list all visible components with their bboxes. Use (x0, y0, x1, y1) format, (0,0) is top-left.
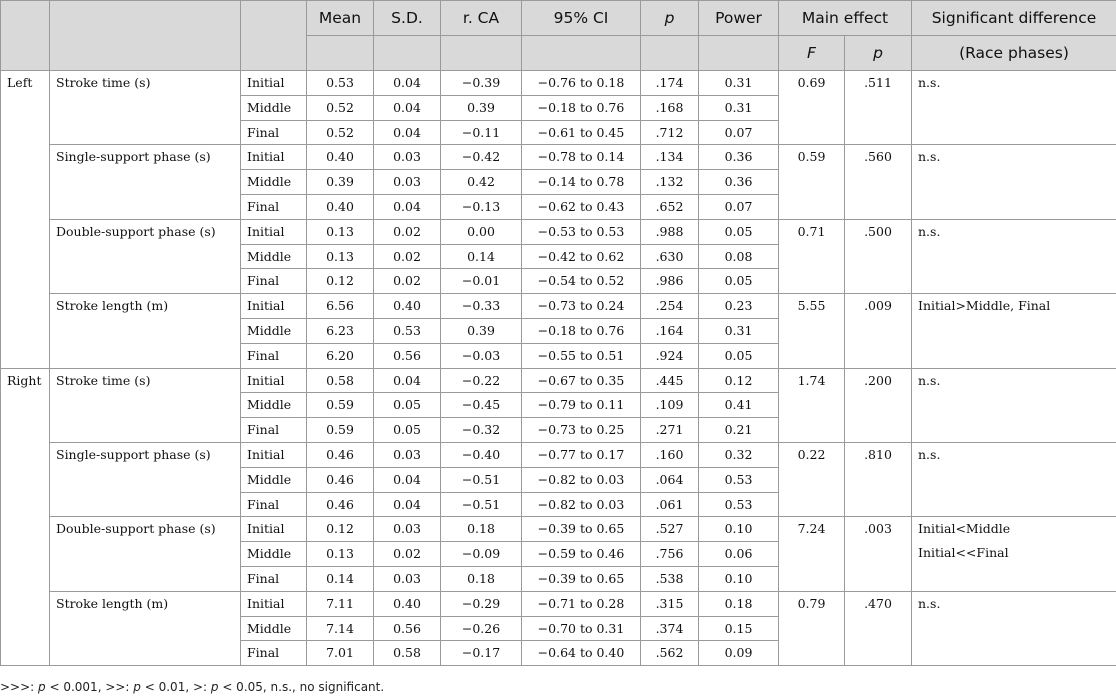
side-label: Left (1, 71, 50, 369)
header-rca: r. CA (441, 1, 522, 36)
p-value: .168 (641, 95, 699, 120)
race-phase: Final (241, 194, 307, 219)
rca-value: −0.33 (441, 294, 522, 319)
p-value: .134 (641, 145, 699, 170)
race-phase: Final (241, 120, 307, 145)
header-row-1 (1, 1, 1116, 36)
sd-value: 0.56 (374, 343, 441, 368)
sd-value: 0.04 (374, 194, 441, 219)
header-ci: 95% CI (522, 1, 641, 36)
p-value: .160 (641, 442, 699, 467)
p-value: .988 (641, 219, 699, 244)
main-effect-p: .560 (845, 145, 912, 219)
p-value: .630 (641, 244, 699, 269)
mean-value: 7.14 (307, 616, 374, 641)
power-value: 0.09 (699, 641, 779, 666)
ci-value: −0.59 to 0.46 (522, 542, 641, 567)
variable-name: Double-support phase (s) (50, 219, 241, 293)
ci-value: −0.64 to 0.40 (522, 641, 641, 666)
significant-difference-line: n.s. (918, 595, 941, 611)
sd-value: 0.02 (374, 269, 441, 294)
mean-value: 0.13 (307, 542, 374, 567)
footnote-p-1: p (38, 680, 46, 694)
power-value: 0.10 (699, 517, 779, 542)
mean-value: 6.20 (307, 343, 374, 368)
p-value: .109 (641, 393, 699, 418)
main-effect-f: 0.79 (779, 591, 845, 665)
significant-difference-line: Initial<Middle (918, 521, 1011, 537)
main-effect-f: 7.24 (779, 517, 845, 591)
footnote-p-3: p (210, 680, 219, 694)
rca-value: 0.00 (441, 219, 522, 244)
sd-value: 0.04 (374, 71, 441, 96)
power-value: 0.08 (699, 244, 779, 269)
rca-value: −0.13 (441, 194, 522, 219)
rca-value: −0.40 (441, 442, 522, 467)
mean-value: 0.59 (307, 393, 374, 418)
rca-value: 0.18 (441, 566, 522, 591)
power-value: 0.36 (699, 145, 779, 170)
table-footnote (0, 680, 384, 694)
sd-value: 0.03 (374, 145, 441, 170)
table-row (1, 71, 1116, 96)
rca-value: −0.01 (441, 269, 522, 294)
p-value: .174 (641, 71, 699, 96)
race-phase: Initial (241, 145, 307, 170)
rca-value: −0.51 (441, 492, 522, 517)
main-effect-p: .200 (845, 368, 912, 442)
sd-value: 0.02 (374, 542, 441, 567)
power-value: 0.15 (699, 616, 779, 641)
power-value: 0.06 (699, 542, 779, 567)
header-ci-sub (522, 36, 641, 71)
ci-value: −0.71 to 0.28 (522, 591, 641, 616)
table-body (1, 71, 1116, 666)
p-value: .271 (641, 418, 699, 443)
rca-value: −0.26 (441, 616, 522, 641)
mean-value: 0.12 (307, 517, 374, 542)
power-value: 0.10 (699, 566, 779, 591)
race-phase: Middle (241, 95, 307, 120)
variable-name: Stroke length (m) (50, 591, 241, 665)
ci-value: −0.79 to 0.11 (522, 393, 641, 418)
p-value: .374 (641, 616, 699, 641)
variable-name: Single-support phase (s) (50, 442, 241, 516)
mean-value: 0.52 (307, 95, 374, 120)
significant-difference-line: n.s. (918, 372, 941, 388)
p-value: .538 (641, 566, 699, 591)
main-effect-p: .500 (845, 219, 912, 293)
mean-value: 0.14 (307, 566, 374, 591)
race-phase: Middle (241, 467, 307, 492)
header-p-sub (641, 36, 699, 71)
main-effect-p: .009 (845, 294, 912, 368)
power-value: 0.53 (699, 467, 779, 492)
rca-value: −0.51 (441, 467, 522, 492)
p-value: .254 (641, 294, 699, 319)
race-phase: Final (241, 343, 307, 368)
rca-value: −0.29 (441, 591, 522, 616)
significant-difference (912, 145, 1116, 219)
ci-value: −0.73 to 0.24 (522, 294, 641, 319)
mean-value: 0.59 (307, 418, 374, 443)
race-phase: Final (241, 492, 307, 517)
rca-value: −0.32 (441, 418, 522, 443)
header-main-p: p (845, 36, 912, 71)
p-value: .445 (641, 368, 699, 393)
main-effect-f: 0.69 (779, 71, 845, 145)
footnote-part-2: < 0.001, >>: (45, 680, 134, 694)
mean-value: 0.46 (307, 442, 374, 467)
power-value: 0.07 (699, 194, 779, 219)
ci-value: −0.73 to 0.25 (522, 418, 641, 443)
sd-value: 0.56 (374, 616, 441, 641)
p-value: .064 (641, 467, 699, 492)
ci-value: −0.78 to 0.14 (522, 145, 641, 170)
footnote-part-1: >>>: (0, 680, 39, 694)
ci-value: −0.82 to 0.03 (522, 467, 641, 492)
header-significant-difference: Significant difference (912, 1, 1116, 36)
power-value: 0.31 (699, 71, 779, 96)
significant-difference (912, 591, 1116, 665)
variable-name: Stroke time (s) (50, 368, 241, 442)
header-race-phases: (Race phases) (912, 36, 1116, 71)
variable-name: Stroke time (s) (50, 71, 241, 145)
sd-value: 0.02 (374, 244, 441, 269)
header-p: p (641, 1, 699, 36)
main-effect-f: 0.22 (779, 442, 845, 516)
rca-value: −0.11 (441, 120, 522, 145)
mean-value: 7.01 (307, 641, 374, 666)
mean-value: 0.39 (307, 170, 374, 195)
race-phase: Middle (241, 244, 307, 269)
variable-name: Single-support phase (s) (50, 145, 241, 219)
ci-value: −0.62 to 0.43 (522, 194, 641, 219)
power-value: 0.31 (699, 318, 779, 343)
mean-value: 0.46 (307, 467, 374, 492)
race-phase: Middle (241, 616, 307, 641)
power-value: 0.36 (699, 170, 779, 195)
ci-value: −0.39 to 0.65 (522, 566, 641, 591)
rca-value: −0.17 (441, 641, 522, 666)
header-f: F (779, 36, 845, 71)
ci-value: −0.42 to 0.62 (522, 244, 641, 269)
sd-value: 0.03 (374, 517, 441, 542)
race-phase: Initial (241, 517, 307, 542)
p-value: .986 (641, 269, 699, 294)
ci-value: −0.76 to 0.18 (522, 71, 641, 96)
p-value: .652 (641, 194, 699, 219)
footnote-part-3: < 0.01, >: (140, 680, 211, 694)
table-row (1, 591, 1116, 616)
race-phase: Final (241, 566, 307, 591)
header-sd-sub (374, 36, 441, 71)
p-value: .164 (641, 318, 699, 343)
significant-difference-line: n.s. (918, 75, 941, 90)
significant-difference-line: n.s. (918, 149, 941, 165)
header-phase (241, 1, 307, 71)
ci-value: −0.61 to 0.45 (522, 120, 641, 145)
ci-value: −0.67 to 0.35 (522, 368, 641, 393)
significant-difference-line: Initial>Middle, Final (918, 298, 1051, 314)
power-value: 0.21 (699, 418, 779, 443)
header-mean: Mean (307, 1, 374, 36)
race-phase: Initial (241, 219, 307, 244)
rca-value: 0.42 (441, 170, 522, 195)
race-phase: Final (241, 418, 307, 443)
race-phase: Middle (241, 393, 307, 418)
table-row (1, 294, 1116, 319)
significant-difference (912, 71, 1116, 145)
significant-difference (912, 517, 1116, 591)
power-value: 0.32 (699, 442, 779, 467)
footnote-part-4: < 0.05, n.s., no significant. (218, 680, 385, 694)
sd-value: 0.04 (374, 120, 441, 145)
mean-value: 0.53 (307, 71, 374, 96)
table-row (1, 442, 1116, 467)
main-effect-p: .810 (845, 442, 912, 516)
significant-difference-line: Initial<<Final (918, 545, 1009, 561)
mean-value: 0.40 (307, 145, 374, 170)
sd-value: 0.04 (374, 95, 441, 120)
main-effect-f: 0.59 (779, 145, 845, 219)
p-value: .061 (641, 492, 699, 517)
sd-value: 0.05 (374, 393, 441, 418)
main-effect-f: 1.74 (779, 368, 845, 442)
mean-value: 7.11 (307, 591, 374, 616)
rca-value: −0.22 (441, 368, 522, 393)
variable-name: Double-support phase (s) (50, 517, 241, 591)
power-value: 0.05 (699, 269, 779, 294)
significant-difference (912, 368, 1116, 442)
mean-value: 0.40 (307, 194, 374, 219)
mean-value: 0.13 (307, 244, 374, 269)
race-phase: Middle (241, 542, 307, 567)
race-phase: Initial (241, 591, 307, 616)
power-value: 0.05 (699, 343, 779, 368)
p-value: .132 (641, 170, 699, 195)
header-rca-sub (441, 36, 522, 71)
power-value: 0.53 (699, 492, 779, 517)
header-sd: S.D. (374, 1, 441, 36)
rca-value: −0.09 (441, 542, 522, 567)
sd-value: 0.04 (374, 368, 441, 393)
rca-value: 0.14 (441, 244, 522, 269)
race-phase: Final (241, 641, 307, 666)
main-effect-f: 0.71 (779, 219, 845, 293)
header-main-effect: Main effect (779, 1, 912, 36)
sd-value: 0.03 (374, 442, 441, 467)
main-effect-p: .003 (845, 517, 912, 591)
significant-difference (912, 294, 1116, 368)
sd-value: 0.53 (374, 318, 441, 343)
sd-value: 0.02 (374, 219, 441, 244)
footnote-p-2: p (133, 680, 141, 694)
mean-value: 6.23 (307, 318, 374, 343)
race-phase: Initial (241, 294, 307, 319)
p-value: .756 (641, 542, 699, 567)
header-side (1, 1, 50, 71)
significant-difference-line: n.s. (918, 446, 941, 462)
ci-value: −0.54 to 0.52 (522, 269, 641, 294)
p-value: .712 (641, 120, 699, 145)
sd-value: 0.05 (374, 418, 441, 443)
race-phase: Middle (241, 318, 307, 343)
power-value: 0.07 (699, 120, 779, 145)
header-power: Power (699, 1, 779, 36)
header-power-sub (699, 36, 779, 71)
mean-value: 6.56 (307, 294, 374, 319)
ci-value: −0.53 to 0.53 (522, 219, 641, 244)
power-value: 0.31 (699, 95, 779, 120)
ci-value: −0.82 to 0.03 (522, 492, 641, 517)
race-phase: Initial (241, 368, 307, 393)
significant-difference-line: n.s. (918, 223, 941, 239)
header-mean-sub (307, 36, 374, 71)
race-phase: Final (241, 269, 307, 294)
sd-value: 0.03 (374, 170, 441, 195)
sd-value: 0.58 (374, 641, 441, 666)
mean-value: 0.58 (307, 368, 374, 393)
rca-value: −0.39 (441, 71, 522, 96)
sd-value: 0.40 (374, 591, 441, 616)
p-value: .315 (641, 591, 699, 616)
main-effect-f: 5.55 (779, 294, 845, 368)
p-value: .562 (641, 641, 699, 666)
main-effect-p: .511 (845, 71, 912, 145)
table-row (1, 145, 1116, 170)
rca-value: −0.42 (441, 145, 522, 170)
significant-difference (912, 219, 1116, 293)
header-variable (50, 1, 241, 71)
race-phase: Initial (241, 442, 307, 467)
side-label: Right (1, 368, 50, 666)
sd-value: 0.40 (374, 294, 441, 319)
sd-value: 0.04 (374, 492, 441, 517)
rca-value: 0.18 (441, 517, 522, 542)
rca-value: 0.39 (441, 95, 522, 120)
mean-value: 0.46 (307, 492, 374, 517)
rca-value: 0.39 (441, 318, 522, 343)
main-effect-p: .470 (845, 591, 912, 665)
ci-value: −0.77 to 0.17 (522, 442, 641, 467)
table-row (1, 517, 1116, 542)
variable-name: Stroke length (m) (50, 294, 241, 368)
ci-value: −0.70 to 0.31 (522, 616, 641, 641)
table-row (1, 368, 1116, 393)
power-value: 0.41 (699, 393, 779, 418)
ci-value: −0.14 to 0.78 (522, 170, 641, 195)
race-phase: Initial (241, 71, 307, 96)
rca-value: −0.03 (441, 343, 522, 368)
sd-value: 0.03 (374, 566, 441, 591)
rca-value: −0.45 (441, 393, 522, 418)
power-value: 0.23 (699, 294, 779, 319)
ci-value: −0.55 to 0.51 (522, 343, 641, 368)
power-value: 0.05 (699, 219, 779, 244)
ci-value: −0.18 to 0.76 (522, 318, 641, 343)
mean-value: 0.52 (307, 120, 374, 145)
p-value: .527 (641, 517, 699, 542)
p-value: .924 (641, 343, 699, 368)
mean-value: 0.13 (307, 219, 374, 244)
race-phase: Middle (241, 170, 307, 195)
power-value: 0.18 (699, 591, 779, 616)
ci-value: −0.39 to 0.65 (522, 517, 641, 542)
sd-value: 0.04 (374, 467, 441, 492)
significant-difference (912, 442, 1116, 516)
power-value: 0.12 (699, 368, 779, 393)
ci-value: −0.18 to 0.76 (522, 95, 641, 120)
table-row (1, 219, 1116, 244)
mean-value: 0.12 (307, 269, 374, 294)
